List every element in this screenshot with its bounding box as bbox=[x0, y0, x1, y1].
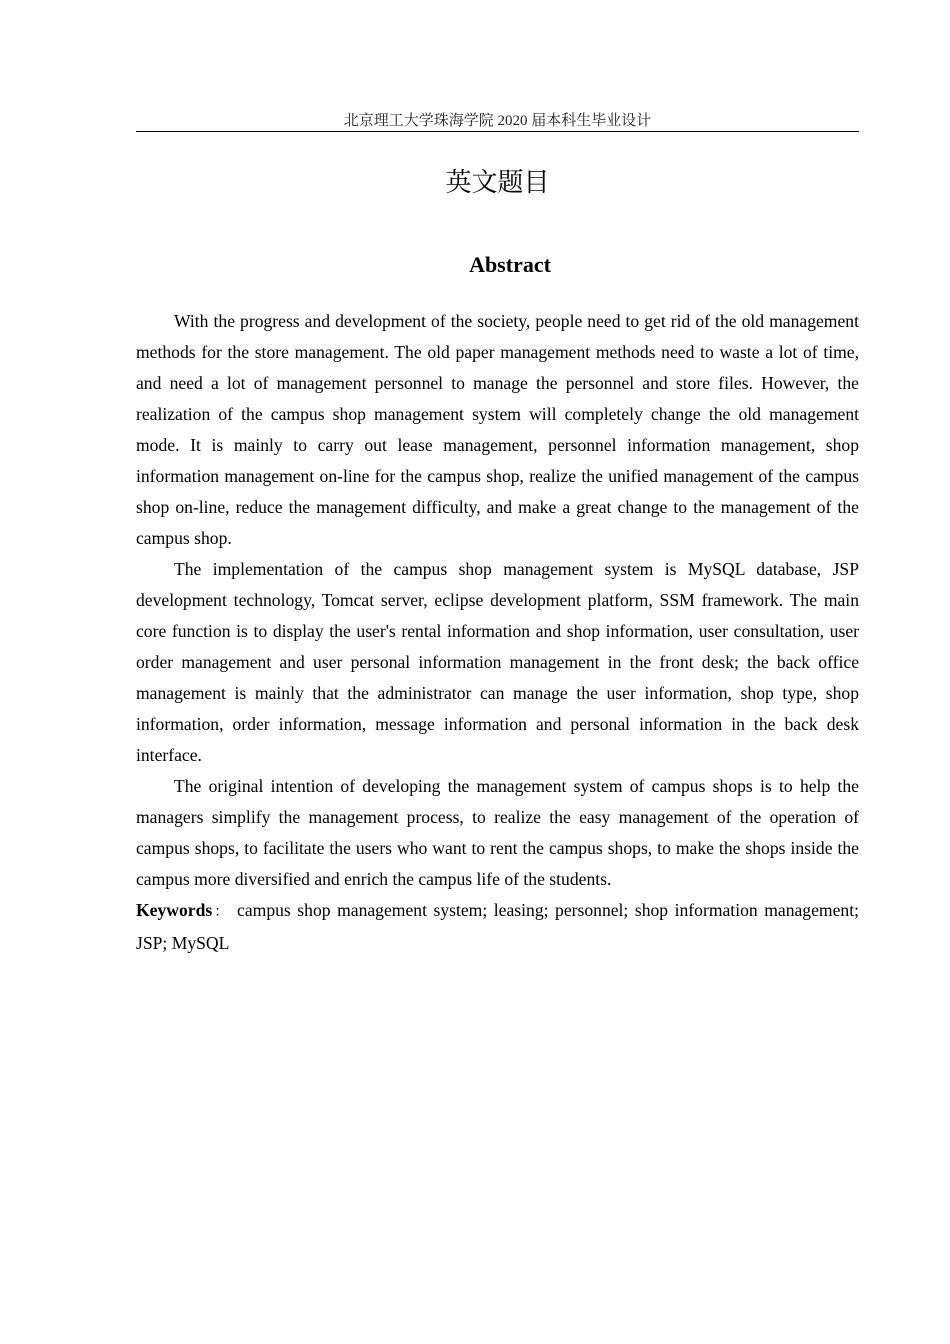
keywords-separator: ： bbox=[212, 904, 231, 920]
abstract-paragraph-3: The original intention of developing the management system of campus shops is to help the managers simplify the management process, to realize the easy management of the operation of campus shops, to facilitate the users who want to rent the campus shops, to make the shops inside the campus more diversified and enrich the campus life of the students. bbox=[136, 776, 859, 889]
keywords-line bbox=[136, 895, 859, 959]
abstract-paragraph-2: The implementation of the campus shop management system is MySQL database, JSP development technology, Tomcat server, eclipse development platform, SSM framework. The main core function is to display the user's rental information and shop information, user consultation, user order management and user personal information management in the front desk; the back office management is mainly that the administrator can manage the user information, shop type, shop information, order information, message information and personal information in the back desk interface. bbox=[136, 559, 859, 765]
abstract-heading: Abstract bbox=[469, 252, 551, 277]
abstract-body bbox=[136, 306, 859, 959]
header-rule bbox=[136, 131, 859, 132]
abstract-paragraph-1: With the progress and development of the society, people need to get rid of the old management methods for the store management. The old paper management methods need to waste a lot of time, and need a lot of management personnel to manage the personnel and store files. However, the realization of the campus shop management system will completely change the old management mode. It is mainly to carry out lease management, personnel information management, shop information management on-line for the campus shop, realize the unified management of the campus shop on-line, reduce the management difficulty, and make a great change to the management of the campus shop. bbox=[136, 311, 859, 548]
keywords-text: campus shop management system; leasing; personnel; shop information management; JSP; MySQL bbox=[136, 900, 859, 953]
keywords-label: Keywords bbox=[136, 900, 213, 920]
english-title-heading: 英文题目 bbox=[445, 168, 550, 198]
page-header: 北京理工大学珠海学院 2020 届本科生毕业设计 bbox=[343, 113, 652, 129]
